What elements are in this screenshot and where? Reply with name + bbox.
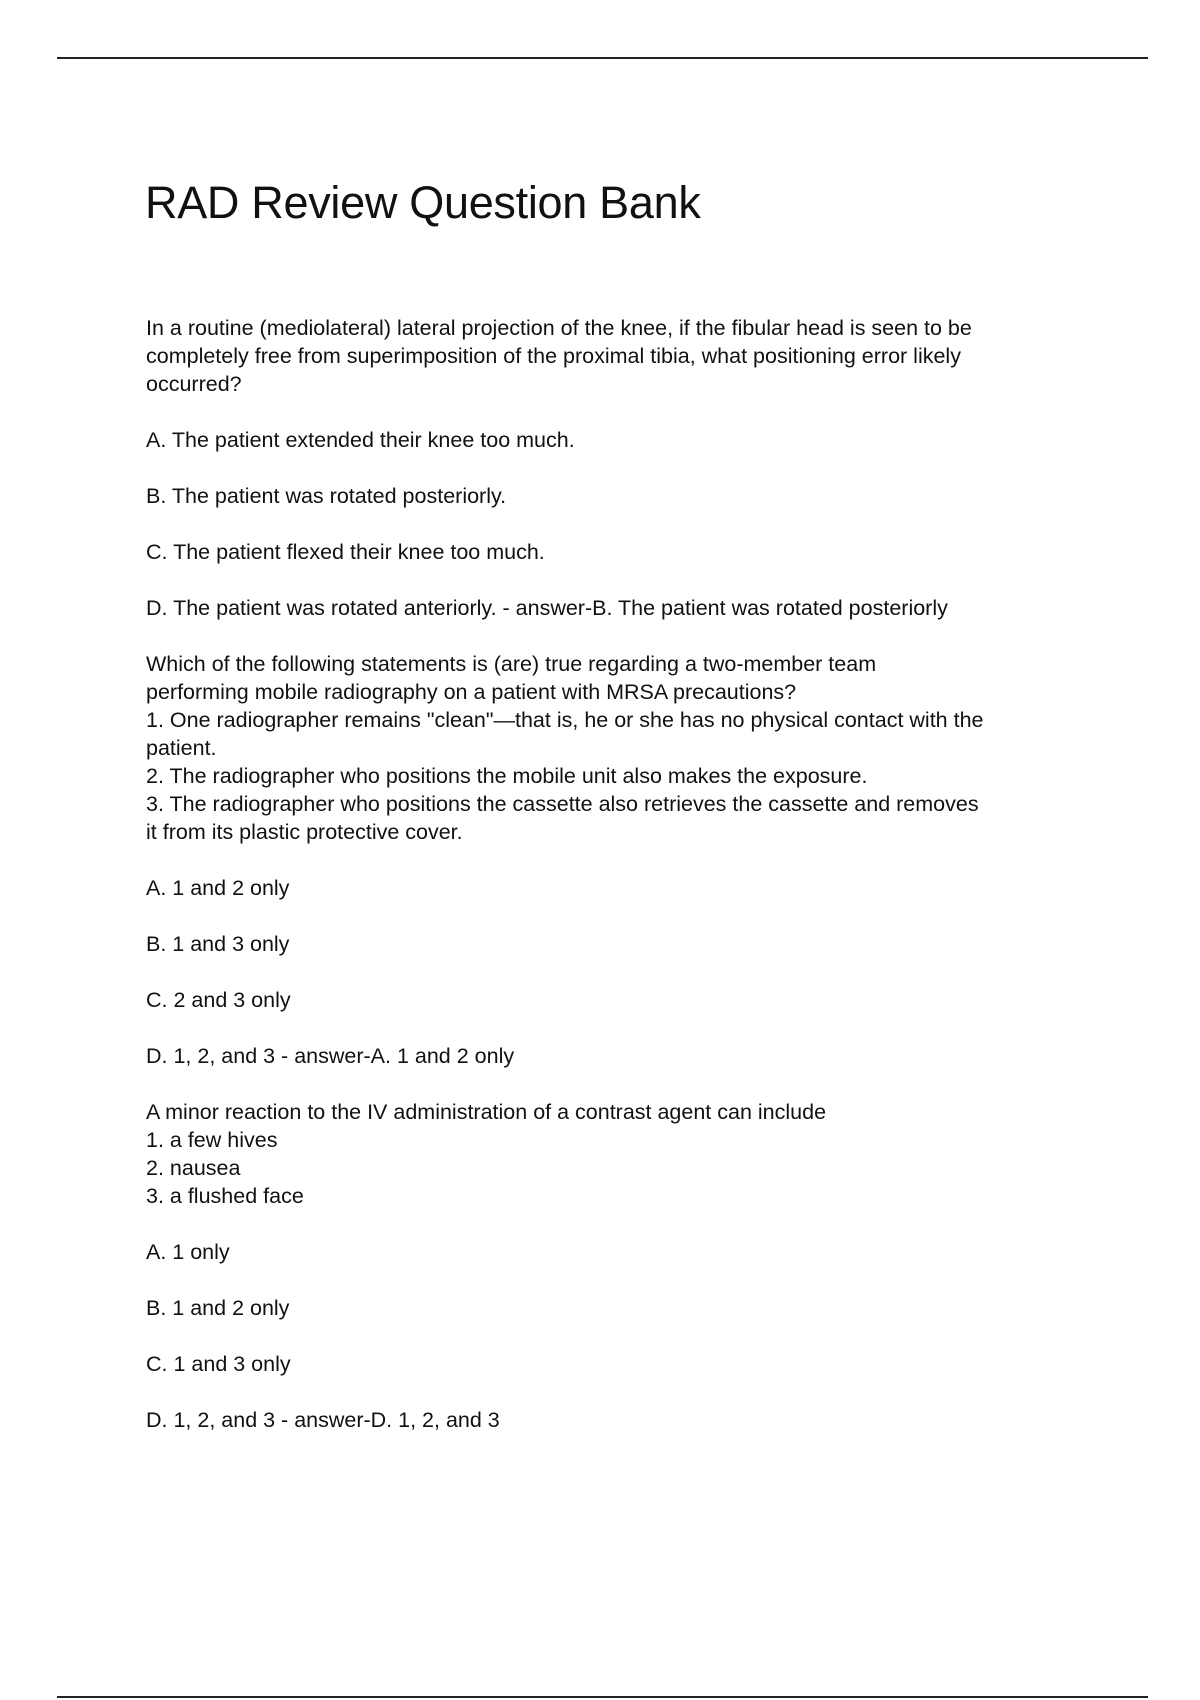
question-stem bbox=[146, 1098, 1146, 1210]
question-text-line: Which of the following statements is (are) true regarding a two-member team bbox=[146, 652, 877, 676]
question-text-line: performing mobile radiography on a patient with MRSA precautions? bbox=[146, 680, 797, 704]
answer-option: B. 1 and 2 only bbox=[146, 1296, 290, 1320]
question-text-line: In a routine (mediolateral) lateral projection of the knee, if the fibular head is seen to be bbox=[146, 316, 972, 340]
page-title: RAD Review Question Bank bbox=[145, 177, 701, 228]
question-text-line: 3. a flushed face bbox=[146, 1184, 304, 1208]
answer-option: A. 1 and 2 only bbox=[146, 876, 290, 900]
question-list bbox=[146, 314, 1146, 1462]
question-text-line: it from its plastic protective cover. bbox=[146, 820, 463, 844]
header-rule bbox=[57, 57, 1148, 59]
footer-rule bbox=[57, 1696, 1148, 1698]
question-text-line: 1. One radiographer remains "clean"—that is, he or she has no physical contact with the bbox=[146, 708, 984, 732]
answer-option: C. 2 and 3 only bbox=[146, 988, 291, 1012]
answer-option: B. 1 and 3 only bbox=[146, 932, 290, 956]
answer-option: C. 1 and 3 only bbox=[146, 1352, 291, 1376]
question-text-line: patient. bbox=[146, 736, 217, 760]
answer-option: C. The patient flexed their knee too much. bbox=[146, 540, 545, 564]
question-text-line: 1. a few hives bbox=[146, 1128, 278, 1152]
answer-option: A. The patient extended their knee too much. bbox=[146, 428, 575, 452]
answer-option: D. The patient was rotated anteriorly. - answer-B. The patient was rotated posteriorly bbox=[146, 596, 948, 620]
answer-option: D. 1, 2, and 3 - answer-D. 1, 2, and 3 bbox=[146, 1408, 500, 1432]
question-text-line: completely free from superimposition of the proximal tibia, what positioning error likely bbox=[146, 344, 961, 368]
question-text-line: A minor reaction to the IV administration of a contrast agent can include bbox=[146, 1100, 827, 1124]
question-text-line: 2. The radiographer who positions the mobile unit also makes the exposure. bbox=[146, 764, 868, 788]
question-stem bbox=[146, 650, 1146, 846]
question-text-line: 3. The radiographer who positions the cassette also retrieves the cassette and removes bbox=[146, 792, 979, 816]
question-text-line: occurred? bbox=[146, 372, 242, 396]
question-text-line: 2. nausea bbox=[146, 1156, 241, 1180]
answer-option: B. The patient was rotated posteriorly. bbox=[146, 484, 507, 508]
question-stem bbox=[146, 314, 1146, 398]
answer-option: D. 1, 2, and 3 - answer-A. 1 and 2 only bbox=[146, 1044, 515, 1068]
answer-option: A. 1 only bbox=[146, 1240, 230, 1264]
